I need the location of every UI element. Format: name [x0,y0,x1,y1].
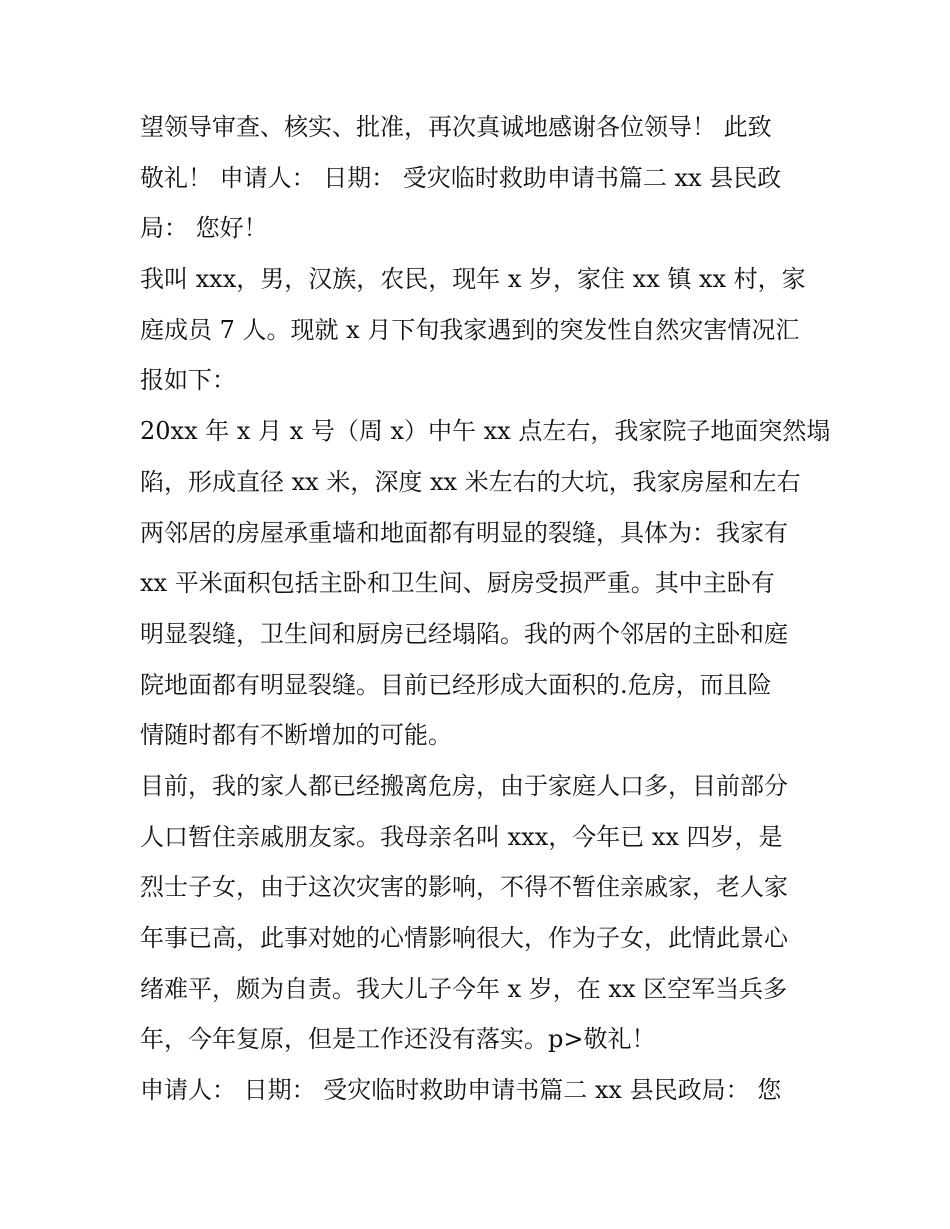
text-line: 明显裂缝，卫生间和厨房已经塌陷。我的两个邻居的主卧和庭 [140,619,788,648]
text-line: 申请人： 日期： 受灾临时救助申请书篇二 xx 县民政局： 您 [140,1076,782,1105]
text-line: 我叫 xxx，男，汉族，农民，现年 x 岁，家住 xx 镇 xx 村，家 [140,265,806,294]
text-line: 报如下： [140,366,236,395]
text-line: 20xx 年 x 月 x 号（周 x）中午 xx 点左右，我家院子地面突然塌 [140,417,831,446]
document-body [140,102,830,1116]
text-line: 望领导审查、核实、批准，再次真诚地感谢各位领导！ 此致 [140,113,772,141]
text-line: 人口暂住亲戚朋友家。我母亲名叫 xxx，今年已 xx 四岁，是 [140,822,783,851]
text-line: 两邻居的房屋承重墙和地面都有明显的裂缝，具体为：我家有 [140,518,788,547]
text-line: 年事已高，此事对她的心情影响很大，作为子女，此情此景心 [140,924,788,952]
text-line: 局： 您好！ [140,214,268,243]
text-line: 院地面都有明显裂缝。目前已经形成大面积的.危房，而且险 [140,670,772,699]
text-line: 庭成员 7 人。现就 x 月下旬我家遇到的突发性自然灾害情况汇 [140,315,800,344]
text-line: 陷，形成直径 xx 米，深度 xx 米左右的大坑，我家房屋和左右 [140,467,801,496]
text-line: xx 平米面积包括主卧和卫生间、厨房受损严重。其中主卧有 [140,569,775,598]
text-line: 烈士子女，由于这次灾害的影响，不得不暂住亲戚家，老人家 [140,873,788,902]
text-line: 年，今年复原，但是工作还没有落实。p>敬礼！ [140,1025,656,1054]
text-line: 绪难平，颇为自责。我大儿子今年 x 岁，在 xx 区空军当兵多 [140,974,788,1003]
text-line: 目前，我的家人都已经搬离危房，由于家庭人口多，目前部分 [140,771,788,800]
text-line: 敬礼！ 申请人： 日期： 受灾临时救助申请书篇二 xx 县民政 [140,163,782,192]
text-line: 情随时都有不断增加的可能。 [140,721,452,750]
